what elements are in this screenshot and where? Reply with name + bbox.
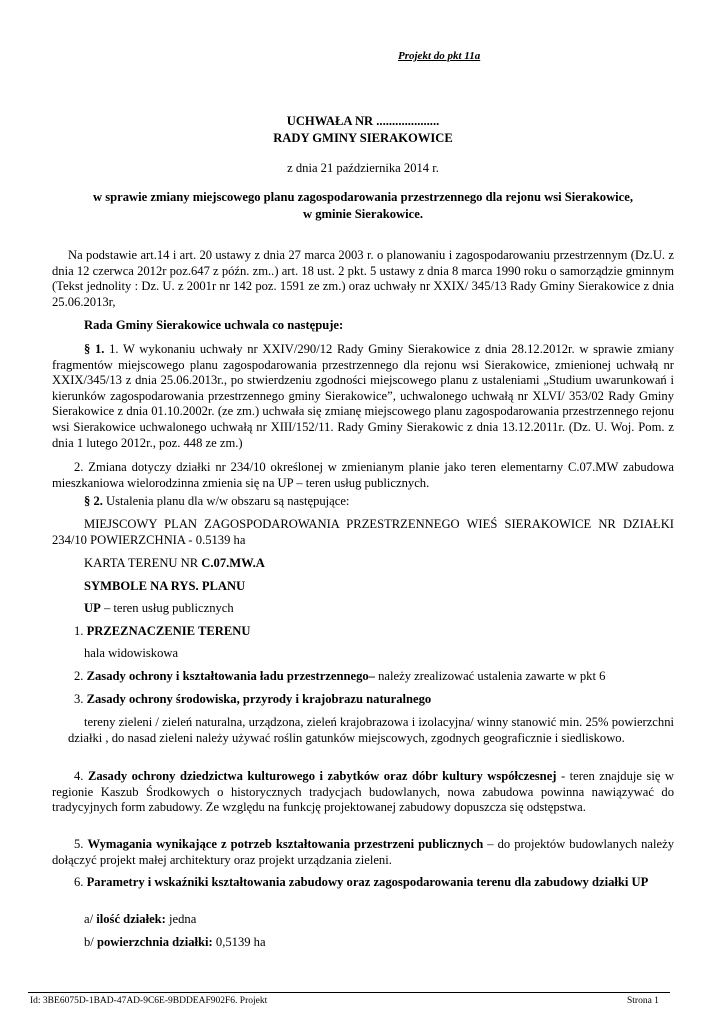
item-2-number: 2.	[74, 669, 87, 683]
resolution-number: UCHWAŁA NR ....................	[286, 114, 440, 128]
footer-page-number: Strona 1	[627, 996, 659, 1006]
section-2-intro	[84, 494, 674, 510]
up-symbol	[84, 601, 674, 617]
item-1-text: hala widowiskowa	[84, 646, 179, 660]
section-1-paragraph-2: 2. Zmiana dotyczy działki nr 234/10 określonej w zmienianym planie jako teren elementarny C.07.MW zabudowa mieszkaniowa wielorodzinna zmienia się na UP – teren usług publicznych.	[52, 460, 674, 490]
param-a	[84, 912, 674, 928]
item-1-heading	[74, 624, 674, 640]
resolution-date: z dnia 21 października 2014 r.	[287, 161, 439, 175]
item-5-title: Wymagania wynikające z potrzeb kształtowania przestrzeni publicznych	[87, 837, 484, 851]
up-text: – teren usług publicznych	[100, 601, 234, 615]
item-3-text: tereny zieleni / zieleń naturalna, urządzona, zieleń krajobrazowa i izolacyjna/ winny stanowić min. 25% powierzchni działki , do nasad zieleni należy używać roślin gatunków miejscowych, zgodnych geograficznie i siedliskowo.	[68, 715, 674, 745]
section-1-paragraph-1	[52, 342, 674, 451]
item-2-title: Zasady ochrony i kształtowania ładu przestrzennego–	[86, 669, 375, 683]
item-5-number: 5.	[74, 837, 88, 851]
footer-document-id: Id: 3BE6075D-1BAD-47AD-9C6E-9BDDEAF902F6. Projekt	[30, 996, 268, 1006]
karta-prefix: KARTA TERENU NR	[84, 556, 202, 570]
item-5	[52, 837, 674, 868]
resolves-line: Rada Gminy Sierakowice uchwala co następuje:	[84, 318, 344, 332]
param-b-label: powierzchnia działki:	[96, 935, 213, 949]
footer-divider	[28, 992, 670, 993]
up-code: UP	[84, 601, 101, 615]
item-1-number: 1.	[74, 624, 87, 638]
item-6-heading	[52, 875, 674, 891]
item-5-text: – do projektów budowlanych należy dołączyć projekt małej architektury oraz projekt urządzania zieleni.	[52, 837, 674, 867]
item-6-title: Parametry i wskaźniki kształtowania zabudowy oraz zagospodarowania terenu dla zabudowy działki UP	[86, 875, 649, 889]
preamble: Na podstawie art.14 i art. 20 ustawy z dnia 27 marca 2003 r. o planowaniu i zagospodarowaniu przestrzennym (Dz.U. z dnia 12 czerwca 2012r poz.647 z późn. zm..) art. 18 ust. 2 pkt. 5 ustawy z dnia 8 marca 1990 roku o samorządzie gminnym (Tekst jednolity : Dz. U. z 2001r nr 142 poz. 1591 ze zm.) oraz uchwały nr XXIX/ 345/13 Rady Gminy Sierakowice z dnia 25.06.2013r,	[52, 248, 674, 309]
section-2-mark: § 2.	[84, 494, 103, 508]
param-b-prefix: b/	[84, 935, 97, 949]
project-label: Projekt do pkt 11a	[398, 50, 481, 62]
item-1-title: PRZEZNACZENIE TERENU	[86, 624, 251, 638]
param-b-value: 0,5139 ha	[212, 935, 266, 949]
item-3-number: 3.	[74, 692, 87, 706]
param-b	[84, 935, 674, 951]
section-1-mark: § 1.	[84, 342, 105, 356]
item-6-number: 6.	[74, 875, 87, 889]
item-4-text: - teren znajduje się w regionie Kaszub Środkowych o historycznych tradycjach budowlanych, nowa zabudowa powinna nawiązywać do tradycyjnych form zabudowy. Ze względu na funkcję projektowanej zabudowy dopuszcza się odstępstwa.	[52, 769, 674, 815]
item-4-title: Zasady ochrony dziedzictwa kulturowego i zabytków oraz dóbr kultury współczesnej	[87, 769, 557, 783]
symbols-heading: SYMBOLE NA RYS. PLANU	[84, 579, 246, 593]
item-3-heading	[74, 692, 674, 708]
param-a-prefix: a/	[84, 912, 97, 926]
item-3-title: Zasady ochrony środowiska, przyrody i krajobrazu naturalnego	[86, 692, 432, 706]
subject-line-2: w gminie Sierakowice.	[303, 207, 423, 221]
item-4	[52, 769, 674, 816]
item-2-text: należy zrealizować ustalenia zawarte w pkt 6	[374, 669, 606, 683]
council-name: RADY GMINY SIERAKOWICE	[273, 131, 453, 145]
plan-heading: MIEJSCOWY PLAN ZAGOSPODAROWANIA PRZESTRZENNEGO WIEŚ SIERAKOWICE NR DZIAŁKI 234/10 POWIERZCHNIA - 0.5139 ha	[52, 517, 674, 547]
section-2-text: Ustalenia planu dla w/w obszaru są następujące:	[102, 494, 350, 508]
karta-code: C.07.MW.A	[201, 556, 265, 570]
section-1-text: 1. W wykonaniu uchwały nr XXIV/290/12 Rady Gminy Sierakowice z dnia 28.12.2012r. w sprawie zmiany fragmentów miejscowego planu zagospodarowania przestrzennego dla rejonu wsi Sierakowice, zmienionej uchwałą nr XXIX/345/13 z dnia 25.06.2013r., po stwierdzeniu zgodności miejscowego planu z ustaleniami „Studium uwarunkowań i kierunków zagospodarowania przestrzennego gminy Sierakowice”, uchwalonego uchwałą nr XLVI/ 353/02 Rady Gminy Sierakowice z dnia 01.10.2002r. (ze zm.) uchwała się zmianę miejscowego planu zagospodarowania przestrzennego rejonu wsi Sierakowice uchwalonego uchwałą nr XIII/152/11. Rady Gminy Sierakowic z dnia 13.12.2011r. (Dz. U. Woj. Pom. z dnia 1 lutego 2012r., poz. 448 ze zm.)	[52, 342, 674, 450]
item-2	[74, 669, 674, 685]
param-a-label: ilość działek:	[96, 912, 166, 926]
karta-terenu	[84, 556, 674, 572]
subject-line-1: w sprawie zmiany miejscowego planu zagospodarowania przestrzennego dla rejonu wsi Sierakowice,	[93, 190, 633, 204]
param-a-value: jedna	[165, 912, 197, 926]
item-4-number: 4.	[74, 769, 88, 783]
